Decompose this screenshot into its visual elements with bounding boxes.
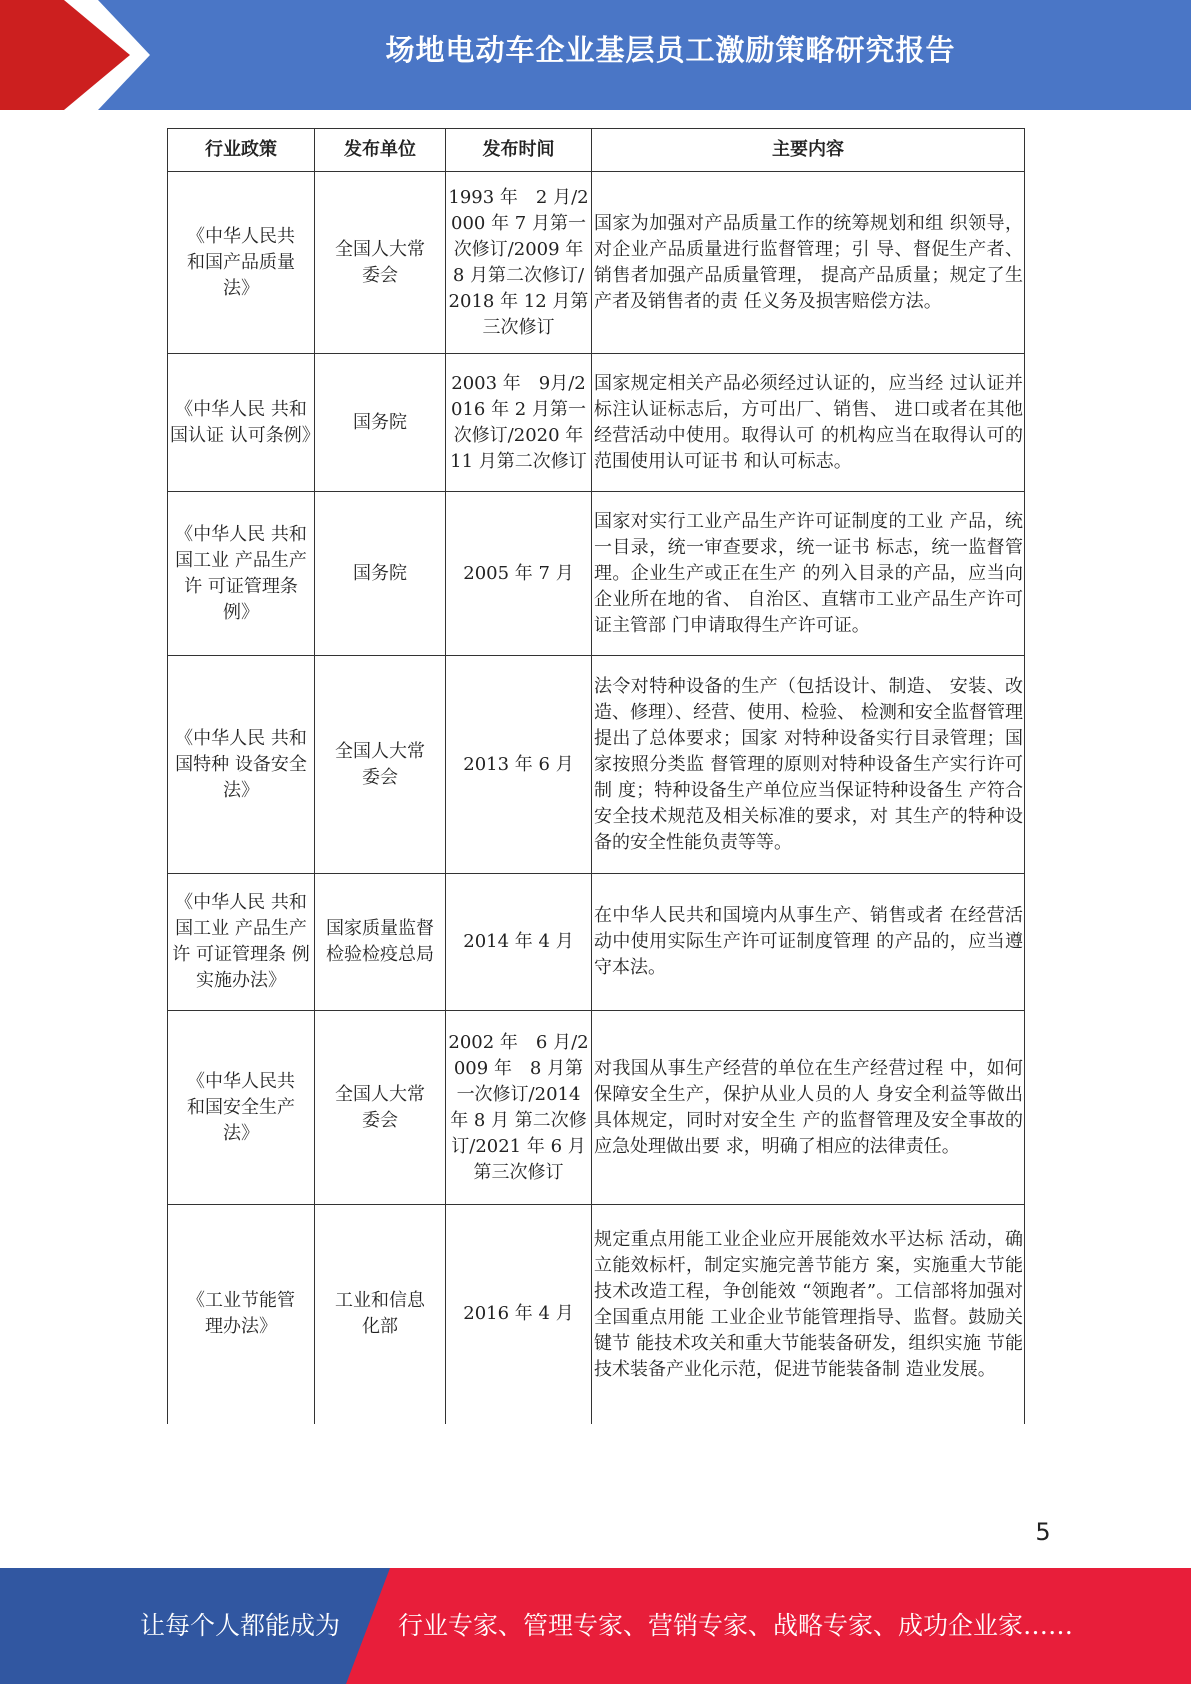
release-time: 2014 年 4 月 [446, 874, 592, 1011]
policy-table [167, 128, 1025, 1424]
main-content: 国家对实行工业产品生产许可证制度的工业 产品，统一目录，统一审查要求，统一证书 标志，统一监督管理。企业生产或正在生产 的列入目录的产品，应当向企业所在地的省、 自治区、直辖市工业产品生产许可证主管部 门申请取得生产许可证。 [592, 492, 1025, 656]
release-time: 2013 年 6 月 [446, 656, 592, 874]
issuer: 国家质量监督检验检疫总局 [315, 874, 446, 1011]
policy-name: 《工业节能管理办法》 [168, 1205, 315, 1424]
release-time: 2002 年 6 月/2009 年 8 月第一次修订/2014 年 8 月 第二次修订/2021 年 6 月 第三次修订 [446, 1011, 592, 1205]
table-row [168, 656, 1025, 874]
column-header-issuer: 发布单位 [315, 129, 446, 172]
policy-name: 《中华人民共和国产品质量法》 [168, 172, 315, 354]
policy-name: 《中华人民 共和国特种 设备安全法》 [168, 656, 315, 874]
issuer: 国务院 [315, 354, 446, 492]
header-arrow-icon [0, 0, 150, 110]
issuer: 全国人大常委会 [315, 1011, 446, 1205]
column-header-time: 发布时间 [446, 129, 592, 172]
column-header-content: 主要内容 [592, 129, 1025, 172]
main-content: 国家为加强对产品质量工作的统筹规划和组 织领导，对企业产品质量进行监督管理；引 导、督促生产者、销售者加强产品质量管理， 提高产品质量；规定了生产者及销售者的责 任义务及损害赔偿方法。 [592, 172, 1025, 354]
table-row [168, 1205, 1025, 1424]
release-time: 2003 年 9月/2016 年 2 月第一次修订/2020 年 11 月第二次修订 [446, 354, 592, 492]
table-header-row [168, 129, 1025, 172]
table-row [168, 1011, 1025, 1205]
policy-name: 《中华人民共和国安全生产法》 [168, 1011, 315, 1205]
page-number: 5 [1035, 1518, 1051, 1546]
main-content: 国家规定相关产品必须经过认证的，应当经 过认证并标注认证标志后，方可出厂、销售、 进口或者在其他经营活动中使用。取得认可 的机构应当在取得认可的范围使用认可证书 和认可标志。 [592, 354, 1025, 492]
table-row [168, 874, 1025, 1011]
main-content: 规定重点用能工业企业应开展能效水平达标 活动，确立能效标杆，制定实施完善节能方 案，实施重大节能技术改造工程，争创能效 “领跑者”。工信部将加强对全国重点用能 工业企业节能管理指导、监督。鼓励关键节 能技术攻关和重大节能装备研发，组织实施 节能技术装备产业化示范，促进节能装备制 造业发展。 [592, 1205, 1025, 1424]
page-header [0, 0, 1191, 110]
footer-slogan-left: 让每个人都能成为 [140, 1611, 341, 1640]
issuer: 全国人大常委会 [315, 172, 446, 354]
issuer: 工业和信息化部 [315, 1205, 446, 1424]
release-time: 2005 年 7 月 [446, 492, 592, 656]
release-time: 2016 年 4 月 [446, 1205, 592, 1424]
main-content: 在中华人民共和国境内从事生产、销售或者 在经营活动中使用实际生产许可证制度管理 的产品的，应当遵守本法。 [592, 874, 1025, 1011]
main-content: 法令对特种设备的生产（包括设计、制造、 安装、改造、修理）、经营、使用、检验、 检测和安全监督管理提出了总体要求；国家 对特种设备实行目录管理；国家按照分类监 督管理的原则对特种设备生产实行许可制 度；特种设备生产单位应当保证特种设备生 产符合安全技术规范及相关标准的要求，对 其生产的特种设备的安全性能负责等等。 [592, 656, 1025, 874]
policy-name: 《中华人民 共和国工业 产品生产许 可证管理条 例实施办法》 [168, 874, 315, 1011]
page-title: 场地电动车企业基层员工激励策略研究报告 [385, 33, 956, 67]
table-row [168, 354, 1025, 492]
issuer: 国务院 [315, 492, 446, 656]
main-content: 对我国从事生产经营的单位在生产经营过程 中，如何保障安全生产，保护从业人员的人 身安全利益等做出具体规定，同时对安全生 产的监督管理及安全事故的应急处理做出要 求，明确了相应的法律责任。 [592, 1011, 1025, 1205]
release-time: 1993 年 2 月/2000 年 7 月第一次修订/2009 年 8 月第二次修订/2018 年 12 月第三次修订 [446, 172, 592, 354]
policy-name: 《中华人民 共和国工业 产品生产许 可证管理条 例》 [168, 492, 315, 656]
table-row [168, 172, 1025, 354]
footer-slogan-right: 行业专家、管理专家、营销专家、战略专家、成功企业家…… [398, 1611, 1074, 1640]
policy-name: 《中华人民 共和国认证 认可条例》 [168, 354, 315, 492]
column-header-policy: 行业政策 [168, 129, 315, 172]
page-footer [0, 1568, 1191, 1684]
table-row [168, 492, 1025, 656]
issuer: 全国人大常委会 [315, 656, 446, 874]
